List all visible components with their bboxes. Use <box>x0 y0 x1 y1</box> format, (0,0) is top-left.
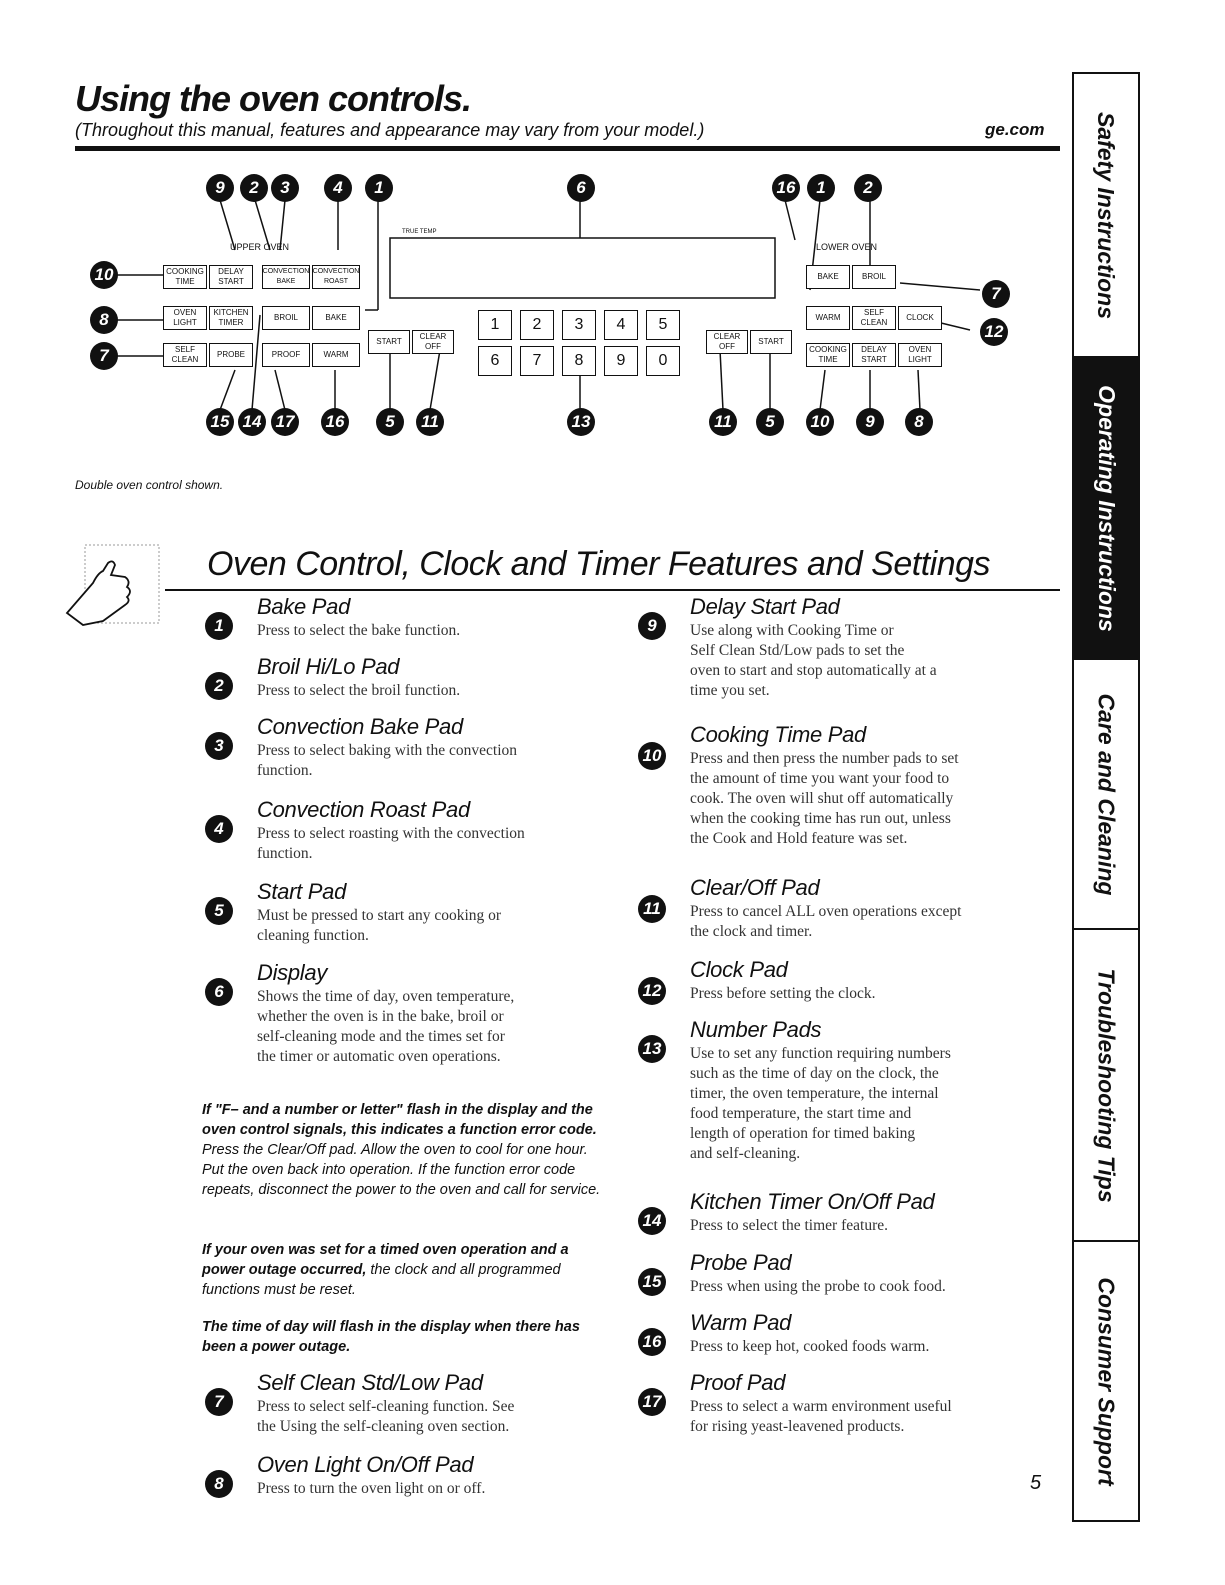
callout-badge: 13 <box>567 408 595 436</box>
upper-warm-button[interactable]: WARM <box>312 343 360 367</box>
tab-label: Safety Instructions <box>1093 111 1120 319</box>
kitchen-timer-button[interactable]: KITCHEN TIMER <box>209 306 253 330</box>
error-code-note <box>202 1100 612 1200</box>
number-key-1[interactable]: 1 <box>478 310 512 340</box>
feature-desc: the amount of time you want your food to <box>690 770 950 787</box>
callout-badge: 15 <box>206 408 234 436</box>
number-key-4[interactable]: 4 <box>604 310 638 340</box>
panel-caption: Double oven control shown. <box>75 478 224 492</box>
feature-desc: for rising yeast-leavened products. <box>690 1418 905 1435</box>
tab-operating-instructions[interactable] <box>1074 358 1138 660</box>
self-clean-button[interactable]: SELF CLEAN <box>163 343 207 367</box>
callout-badge: 10 <box>806 408 834 436</box>
feature-title: Broil Hi/Lo Pad <box>257 654 400 679</box>
lower-bake-button[interactable]: BAKE <box>806 265 850 289</box>
callout-badge: 8 <box>905 408 933 436</box>
number-key-7[interactable]: 7 <box>520 346 554 376</box>
delay-start-button[interactable]: DELAY START <box>209 265 253 289</box>
tab-care-and-cleaning[interactable] <box>1074 660 1138 930</box>
feature-badge: 15 <box>638 1268 666 1296</box>
feature-badge: 4 <box>205 815 233 843</box>
feature-title: Clock Pad <box>690 957 788 982</box>
number-key-3[interactable]: 3 <box>562 310 596 340</box>
tab-consumer-support[interactable] <box>1074 1242 1138 1520</box>
upper-start-button[interactable]: START <box>368 330 410 354</box>
feature-badge: 16 <box>638 1328 666 1356</box>
number-key-5[interactable]: 5 <box>646 310 680 340</box>
feature-desc: the timer or automatic oven operations. <box>257 1048 501 1065</box>
feature-desc: Press to keep hot, cooked foods warm. <box>690 1338 930 1355</box>
callout-badge: 11 <box>709 408 737 436</box>
feature-desc: Press to select the timer feature. <box>690 1217 888 1234</box>
feature-desc: Press to select baking with the convection <box>257 742 517 759</box>
oven-display <box>392 240 775 296</box>
callout-badge: 9 <box>206 174 234 202</box>
tab-label: Operating Instructions <box>1093 384 1120 632</box>
tab-troubleshooting-tips[interactable] <box>1074 930 1138 1242</box>
feature-badge: 17 <box>638 1388 666 1416</box>
feature-desc: timer, the oven temperature, the internal <box>690 1085 939 1102</box>
feature-desc: Press to select a warm environment useful <box>690 1398 952 1415</box>
power-outage-note-text: the clock and all programmed functions must be reset. <box>202 1262 561 1298</box>
page-number: 5 <box>1030 1472 1042 1494</box>
feature-desc: Press to select the bake function. <box>257 622 461 639</box>
feature-desc: cleaning function. <box>257 927 369 944</box>
feature-title: Clear/Off Pad <box>690 875 820 900</box>
convection-bake-button[interactable]: CONVECTION BAKE <box>262 265 310 289</box>
feature-badge: 3 <box>205 732 233 760</box>
number-key-9[interactable]: 9 <box>604 346 638 376</box>
section-rule <box>165 589 1060 591</box>
callout-badge: 14 <box>238 408 266 436</box>
feature-desc: Press and then press the number pads to set <box>690 750 959 767</box>
callout-badge: 5 <box>376 408 404 436</box>
callout-badge: 4 <box>324 174 352 202</box>
callout-badge: 7 <box>90 342 118 370</box>
callout-badge: 12 <box>980 318 1008 346</box>
feature-desc: the Cook and Hold feature was set. <box>690 830 908 847</box>
feature-title: Number Pads <box>690 1017 822 1042</box>
feature-badge: 6 <box>205 978 233 1006</box>
lower-oven-label: LOWER OVEN <box>816 242 878 252</box>
feature-desc: Press when using the probe to cook food. <box>690 1278 946 1295</box>
upper-clear-off-button[interactable]: CLEAR OFF <box>412 330 454 354</box>
power-outage-note <box>202 1240 602 1300</box>
callout-badge: 1 <box>807 174 835 202</box>
feature-desc: the clock and timer. <box>690 923 813 940</box>
feature-title: Warm Pad <box>690 1310 792 1335</box>
lower-oven-light-button[interactable]: OVEN LIGHT <box>898 343 942 367</box>
feature-desc: when the cooking time has run out, unless <box>690 810 951 827</box>
callout-badge: 2 <box>240 174 268 202</box>
number-key-0[interactable]: 0 <box>646 346 680 376</box>
feature-title: Delay Start Pad <box>690 594 840 619</box>
feature-badge: 5 <box>205 897 233 925</box>
number-key-2[interactable]: 2 <box>520 310 554 340</box>
feature-desc: such as the time of day on the clock, the <box>690 1065 939 1082</box>
feature-title: Bake Pad <box>257 594 351 619</box>
feature-desc: food temperature, the start time and <box>690 1105 912 1122</box>
feature-desc: Press to cancel ALL oven operations except <box>690 903 962 920</box>
lower-warm-button[interactable]: WARM <box>806 306 850 330</box>
callout-lines <box>80 170 980 440</box>
upper-broil-button[interactable]: BROIL <box>262 306 310 330</box>
feature-badge: 13 <box>638 1035 666 1063</box>
feature-desc: Press to turn the oven light on or off. <box>257 1480 486 1497</box>
page-subtitle: (Throughout this manual, features and appearance may vary from your model.) <box>75 120 705 140</box>
callout-badge: 8 <box>90 306 118 334</box>
feature-desc: whether the oven is in the bake, broil or <box>257 1008 504 1025</box>
oven-light-button[interactable]: OVEN LIGHT <box>163 306 207 330</box>
feature-desc: function. <box>257 762 313 779</box>
callout-badge: 2 <box>854 174 882 202</box>
feature-desc: Self Clean Std/Low pads to set the <box>690 642 905 659</box>
lower-broil-button[interactable]: BROIL <box>852 265 896 289</box>
feature-desc: Press to select roasting with the convection <box>257 825 525 842</box>
feature-title: Cooking Time Pad <box>690 722 866 747</box>
callout-badge: 16 <box>772 174 800 202</box>
feature-badge: 7 <box>205 1388 233 1416</box>
upper-oven-label: UPPER OVEN <box>230 242 290 252</box>
feature-badge: 9 <box>638 612 666 640</box>
feature-title: Convection Roast Pad <box>257 797 470 822</box>
time-flash-note <box>202 1317 602 1357</box>
feature-badge: 1 <box>205 612 233 640</box>
feature-badge: 12 <box>638 977 666 1005</box>
callout-badge: 3 <box>271 174 299 202</box>
proof-button[interactable]: PROOF <box>262 343 310 367</box>
lower-delay-start-button[interactable]: DELAY START <box>852 343 896 367</box>
callout-badge: 10 <box>90 261 118 289</box>
feature-badge: 8 <box>205 1470 233 1498</box>
feature-title: Self Clean Std/Low Pad <box>257 1370 483 1395</box>
display-label: TRUE TEMP <box>402 229 437 235</box>
feature-desc: time you set. <box>690 682 770 699</box>
feature-desc: cook. The oven will shut off automatically <box>690 790 954 807</box>
feature-title: Convection Bake Pad <box>257 714 463 739</box>
tab-label: Care and Cleaning <box>1093 693 1120 895</box>
feature-title: Display <box>257 960 328 985</box>
feature-badge: 14 <box>638 1207 666 1235</box>
header-rule <box>75 146 1060 151</box>
feature-desc: Press to select the broil function. <box>257 682 461 699</box>
feature-badge: 10 <box>638 742 666 770</box>
callout-badge: 5 <box>756 408 784 436</box>
tab-label: Troubleshooting Tips <box>1093 967 1120 1203</box>
lower-cooking-time-button[interactable]: COOKING TIME <box>806 343 850 367</box>
upper-bake-button[interactable]: BAKE <box>312 306 360 330</box>
time-flash-note-bold: The time of day will flash in the display when there has been a power outage. <box>202 1319 580 1355</box>
feature-desc: Press before setting the clock. <box>690 985 876 1002</box>
number-key-8[interactable]: 8 <box>562 346 596 376</box>
feature-desc: Shows the time of day, oven temperature, <box>257 988 515 1005</box>
section-title: Oven Control, Clock and Timer Features and Settings <box>207 545 991 583</box>
feature-title: Kitchen Timer On/Off Pad <box>690 1189 935 1214</box>
callout-badge: 17 <box>271 408 299 436</box>
feature-desc: the Using the self-cleaning oven section. <box>257 1418 510 1435</box>
callout-badge: 9 <box>856 408 884 436</box>
error-code-note-text: Press the Clear/Off pad. Allow the oven to cool for one hour. Put the oven back into operation. If the function error code repeats, disconnect the power to the oven and call for service. <box>202 1142 601 1198</box>
tab-label: Consumer Support <box>1093 1276 1120 1486</box>
feature-desc: oven to start and stop automatically at a <box>690 662 937 679</box>
callout-badge: 11 <box>416 408 444 436</box>
feature-title: Start Pad <box>257 879 347 904</box>
power-outage-note-bold: If your oven was set for a timed oven operation and a power outage occurred, <box>202 1242 569 1278</box>
callout-badge: 16 <box>321 408 349 436</box>
tab-safety-instructions[interactable] <box>1074 74 1138 358</box>
probe-button[interactable]: PROBE <box>209 343 253 367</box>
feature-desc: Must be pressed to start any cooking or <box>257 907 502 924</box>
cooking-time-button[interactable]: COOKING TIME <box>163 265 207 289</box>
lower-clear-off-button[interactable]: CLEAR OFF <box>706 330 748 354</box>
convection-roast-button[interactable]: CONVECTION ROAST <box>312 265 360 289</box>
lower-self-clean-button[interactable]: SELF CLEAN <box>852 306 896 330</box>
page-title: Using the oven controls. <box>75 78 472 119</box>
pointing-hand-icon <box>63 543 163 628</box>
section-tabs-sidebar <box>1072 72 1140 1522</box>
feature-title: Oven Light On/Off Pad <box>257 1452 474 1477</box>
feature-desc: length of operation for timed baking <box>690 1125 916 1142</box>
feature-desc: Use along with Cooking Time or <box>690 622 894 639</box>
feature-desc: and self-cleaning. <box>690 1145 801 1162</box>
lower-start-button[interactable]: START <box>750 330 792 354</box>
feature-title: Proof Pad <box>690 1370 786 1395</box>
feature-badge: 11 <box>638 895 666 923</box>
error-code-note-bold: If "F– and a number or letter" flash in the display and the oven control signals, this indicates a function error code. <box>202 1102 597 1138</box>
feature-badge: 2 <box>205 672 233 700</box>
callout-badge: 1 <box>365 174 393 202</box>
feature-desc: Use to set any function requiring numbers <box>690 1045 951 1062</box>
feature-desc: Press to select self-cleaning function. See <box>257 1398 515 1415</box>
website-link[interactable]: ge.com <box>985 120 1045 139</box>
callout-badge: 6 <box>567 174 595 202</box>
feature-desc: self-cleaning mode and the times set for <box>257 1028 505 1045</box>
clock-button[interactable]: CLOCK <box>898 306 942 330</box>
feature-desc: function. <box>257 845 313 862</box>
number-key-6[interactable]: 6 <box>478 346 512 376</box>
feature-title: Probe Pad <box>690 1250 792 1275</box>
callout-badge: 7 <box>982 280 1010 308</box>
